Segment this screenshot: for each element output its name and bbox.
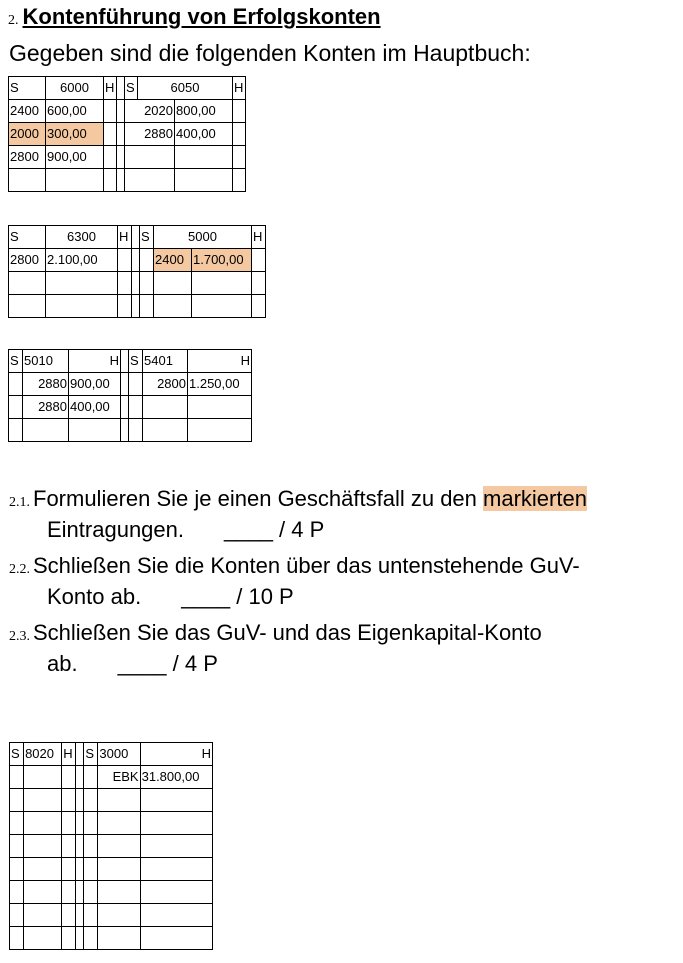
table-gap [117,123,125,146]
task-number: 2.2. [9,562,30,577]
account-number: 5010 [23,350,69,373]
amount: 400,00 [69,396,121,419]
credit-label: H [233,77,246,100]
credit-label: H [188,350,252,373]
section-title: Kontenführung von Erfolgskonten [22,4,381,29]
account-number: 6050 [138,77,233,100]
table-row [9,123,246,146]
highlighted-word: markierten [483,486,587,511]
account-number: 6000 [46,77,104,100]
credit-cell [233,123,246,146]
debit-label: S [9,226,46,249]
task-number: 2.3. [9,629,30,644]
task-text-continued: Konto ab. [47,584,142,609]
table-row [9,295,266,318]
account-table-5010-5401 [8,349,252,442]
amount: 2.100,00 [46,249,118,272]
table-row [10,881,213,904]
highlighted-amount: 300,00 [46,123,104,146]
section-heading [8,4,381,30]
table-gap [117,100,125,123]
amount: 31.800,00 [140,766,212,789]
points-blank: ____ / 4 P [117,651,218,676]
account-table-guv-eigenkapital [9,742,213,950]
account-table-6300-5000 [8,225,266,318]
table-row [10,789,213,812]
task-number: 2.1. [9,495,30,510]
account-number: 6300 [46,226,118,249]
table-row [9,100,246,123]
amount: 600,00 [46,100,104,123]
account-number: 5000 [154,226,252,249]
table-gap [132,226,140,249]
table-gap [132,249,140,272]
table-gap [76,743,84,766]
contra-account: 2880 [23,373,69,396]
debit-label: S [129,350,143,373]
debit-label: S [10,743,24,766]
debit-label: S [9,350,23,373]
contra-account: 2400 [9,100,46,123]
task-text: Schließen Sie die Konten über das untenstehende GuV- [33,553,580,578]
table-row [10,835,213,858]
table-gap [121,350,129,373]
credit-label: H [118,226,132,249]
table-gap [117,77,125,100]
contra-account: 2020 [125,100,175,123]
highlighted-contra-account: 2000 [9,123,46,146]
table-gap [121,373,129,396]
credit-label: H [104,77,117,100]
account-table-6000-6050 [8,76,246,192]
contra-account: EBK [98,766,140,789]
credit-cell [104,123,117,146]
table-row [9,272,266,295]
highlighted-contra-account: 2400 [154,249,192,272]
account-number: 5401 [143,350,188,373]
table-row [9,419,252,442]
contra-account: 2800 [143,373,188,396]
account-number: 8020 [24,743,62,766]
section-number: 2. [8,13,19,28]
task-text-continued: ab. [47,651,78,676]
amount: 900,00 [69,373,121,396]
intro-text: Gegeben sind die folgenden Konten im Hauptbuch: [9,40,531,66]
account-number: 3000 [98,743,140,766]
points-blank: ____ / 10 P [181,584,294,609]
table-row [9,396,252,419]
table-row [9,169,246,192]
task-2-3 [9,619,542,677]
credit-label: H [62,743,76,766]
contra-account: 2880 [125,123,175,146]
amount: 800,00 [175,100,233,123]
table-row [10,858,213,881]
table-row [10,904,213,927]
credit-cell [104,100,117,123]
task-text-continued: Eintragungen. [47,517,184,542]
contra-account: 2800 [9,249,46,272]
debit-label: S [9,77,46,100]
contra-account: 2880 [23,396,69,419]
table-gap [76,766,84,789]
table-row [10,766,213,789]
points-blank: ____ / 4 P [224,517,325,542]
task-text: Formulieren Sie je einen Geschäftsfall zu den [33,486,484,511]
debit-label: S [84,743,98,766]
debit-label: S [125,77,138,100]
task-2-2 [9,552,580,610]
table-row [10,812,213,835]
highlighted-amount: 1.700,00 [192,249,252,272]
contra-account: 2800 [9,146,46,169]
table-row [9,146,246,169]
amount: 900,00 [46,146,104,169]
table-row [9,249,266,272]
table-row [10,927,213,950]
task-text: Schließen Sie das GuV- und das Eigenkapital-Konto [33,620,542,645]
task-2-1 [9,485,587,543]
credit-label: H [69,350,121,373]
amount: 400,00 [175,123,233,146]
credit-label: H [252,226,266,249]
table-row [9,373,252,396]
credit-label: H [140,743,212,766]
amount: 1.250,00 [188,373,252,396]
debit-label: S [140,226,154,249]
credit-cell [233,100,246,123]
